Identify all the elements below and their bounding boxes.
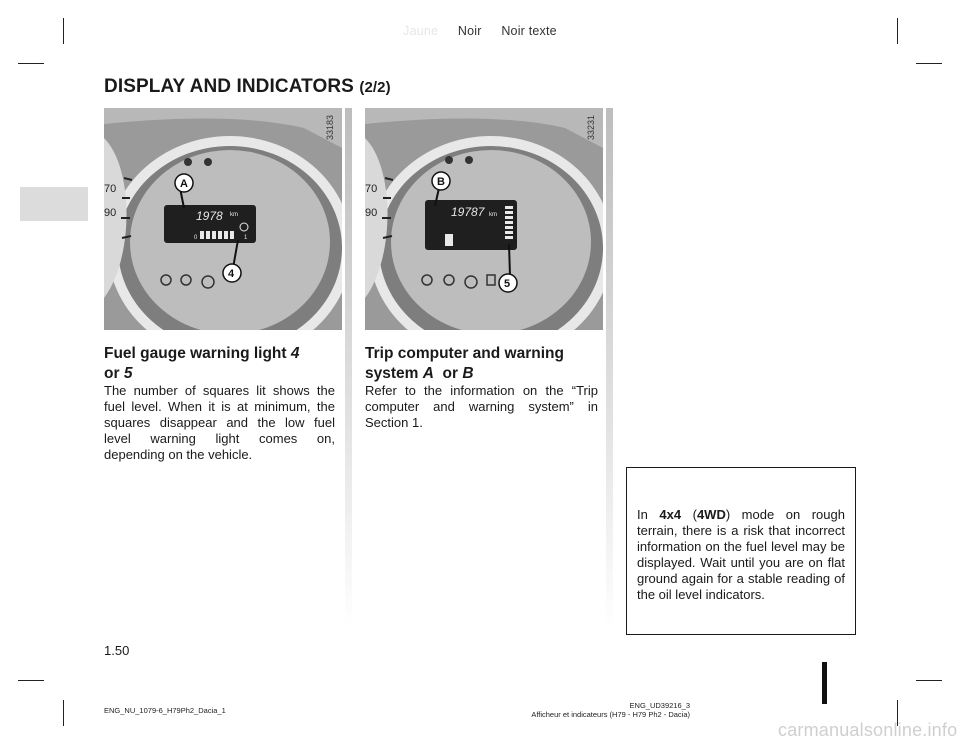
image-reference-right: 33231 (586, 114, 596, 140)
footer-right-line2: Afficheur et indicateurs (H79 - H79 Ph2 - Dacia) (531, 710, 690, 719)
crop-mark (63, 700, 64, 726)
crop-mark (18, 680, 44, 681)
watermark: carmanualsonline.info (778, 720, 958, 740)
crop-mark (916, 63, 942, 64)
odometer-unit: km (489, 212, 497, 218)
crop-mark (18, 63, 44, 64)
footer-right (430, 701, 690, 719)
fuel-gauge-title-or: or (104, 365, 124, 382)
trip-computer-title-or: or (433, 365, 463, 382)
trip-computer-title-system: system (365, 365, 423, 382)
fuel-gauge-title (104, 344, 334, 384)
odometer-readout: 1978 (196, 209, 223, 223)
column-shade-left (345, 108, 352, 628)
callout-b: B (437, 176, 445, 188)
fuel-scale-1: 1 (244, 235, 248, 241)
crop-mark (916, 680, 942, 681)
image-reference-left: 33183 (325, 114, 335, 140)
instrument-cluster-illustration (104, 108, 342, 330)
fuel-gauge-title-num2: 5 (123, 365, 133, 382)
section-side-tab (20, 187, 88, 221)
note-box (626, 467, 856, 635)
speed-label-70: 70 (365, 183, 378, 195)
speed-label-70: 70 (104, 183, 117, 195)
trip-computer-title-b: B (462, 365, 474, 382)
page-title-main: DISPLAY AND INDICATORS (104, 76, 354, 97)
footer-left: ENG_NU_1079-6_H79Ph2_Dacia_1 (104, 706, 226, 715)
print-mark-noir: Noir (457, 24, 482, 38)
print-mark-noir-texte: Noir texte (501, 24, 557, 38)
odometer-readout: 19787 (451, 205, 485, 219)
speed-label-90: 90 (104, 207, 117, 219)
callout-a: A (180, 178, 188, 190)
note-text-rest: ) mode on rough terrain, there is a risk that incorrect information on the fuel level may be displayed. Wait until you are on flat ground again for a stable reading of the oil level indicators. (637, 507, 845, 602)
fuel-scale-0: 0 (194, 235, 198, 241)
odometer-unit: km (230, 212, 238, 218)
trip-computer-title (365, 344, 600, 384)
note-4x4: 4x4 (659, 507, 682, 522)
column-shade-right (606, 108, 613, 628)
trip-computer-title-line1: Trip computer and warning (365, 345, 564, 362)
print-color-marks (0, 24, 960, 38)
trip-computer-title-a: A (422, 365, 434, 382)
footer-right-line1: ENG_UD39216_3 (629, 701, 690, 710)
note-4wd: 4WD (696, 507, 726, 522)
page-number: 1.50 (104, 643, 130, 658)
page-title (104, 76, 391, 98)
dashboard-image-right (365, 108, 603, 330)
fuel-gauge-title-num: 4 (290, 345, 300, 362)
callout-5: 5 (504, 278, 511, 290)
page-title-sub: (2/2) (359, 79, 391, 96)
section-bar (822, 662, 827, 704)
trip-computer-body: Refer to the information on the “Trip computer and warning system” in Section 1. (365, 383, 598, 430)
fuel-gauge-title-text: Fuel gauge warning light (104, 345, 291, 362)
speed-label-90: 90 (365, 207, 378, 219)
callout-4: 4 (228, 268, 235, 280)
note-text-mid: ( (681, 507, 697, 522)
print-mark-jaune: Jaune (403, 24, 439, 38)
note-text (637, 507, 845, 603)
note-text-pre: In (637, 507, 660, 522)
instrument-cluster-illustration (365, 108, 603, 330)
dashboard-image-left (104, 108, 342, 330)
fuel-gauge-body: The number of squares lit shows the fuel level. When it is at minimum, the squares disappear and the low fuel level warning light comes on, depending on the vehicle. (104, 383, 335, 462)
